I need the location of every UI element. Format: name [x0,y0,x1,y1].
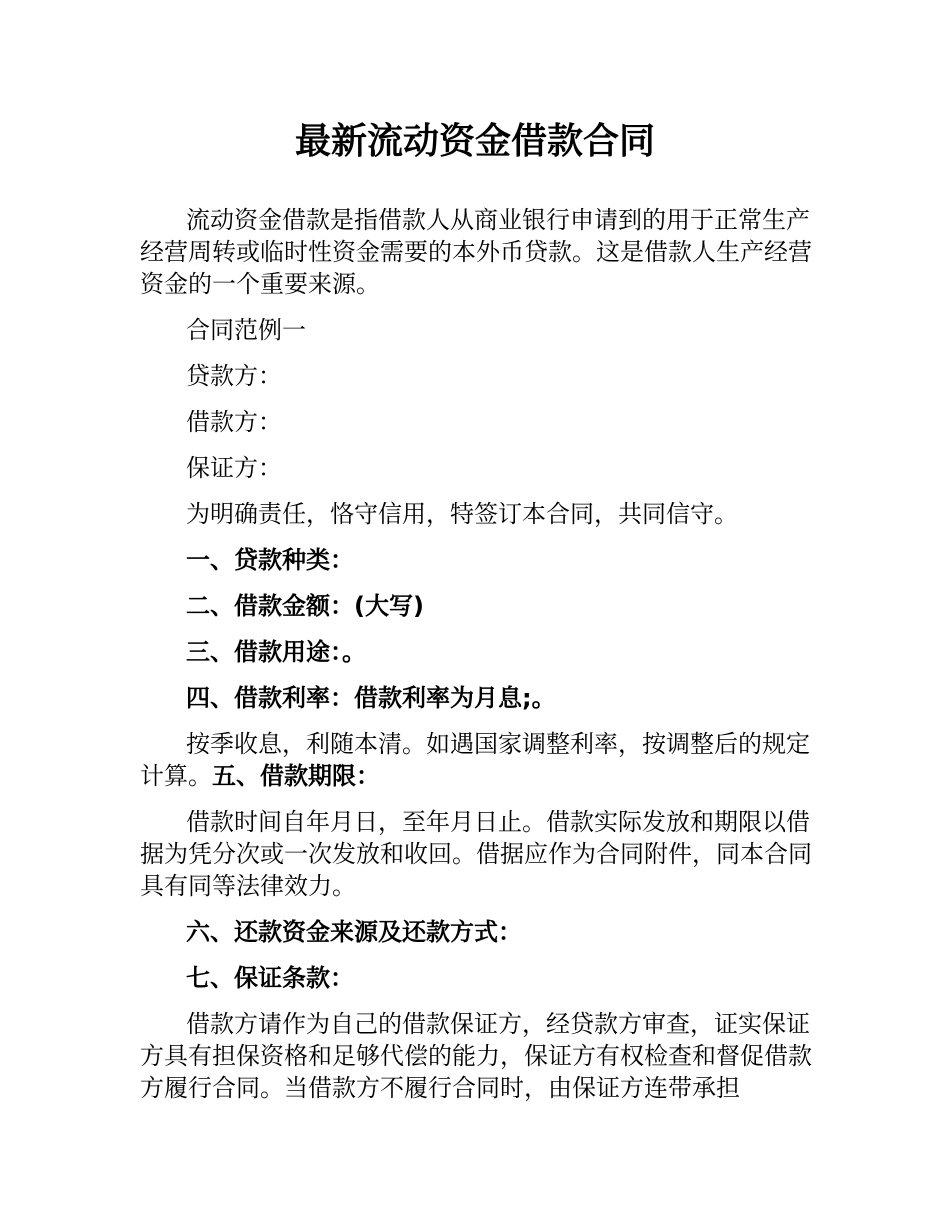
clause-4-heading: 四、借款利率：借款利率为月息;。 [186,684,556,712]
clause-1-heading: 一、贷款种类： [186,546,354,574]
borrower-label: 借款方： [186,408,282,436]
clause-2-heading: 二、借款金额：(大写) [186,592,424,620]
clause-3-heading: 三、借款用途：。 [186,638,366,666]
interest-paragraph [140,728,812,792]
clause-5-heading: 五、借款期限： [212,762,380,790]
lender-label: 贷款方： [186,362,282,390]
term-paragraph: 借款时间自年月日，至年月日止。借款实际发放和期限以借据为凭分次或一次发放和收回。借据应作为合同附件，同本合同具有同等法律效力。 [140,808,812,900]
interest-text: 按季收息，利随本清。如遇国家调整利率，按调整后的规定计算。 [140,730,810,790]
example-heading: 合同范例一 [186,316,306,344]
guarantor-label: 保证方： [186,454,282,482]
intro-paragraph: 流动资金借款是指借款人从商业银行申请到的用于正常生产经营周转或临时性资金需要的本外币贷款。这是借款人生产经营资金的一个重要来源。 [140,206,812,298]
guarantee-paragraph: 借款方请作为自己的借款保证方，经贷款方审查，证实保证方具有担保资格和足够代偿的能力，保证方有权检查和督促借款方履行合同。当借款方不履行合同时，由保证方连带承担 [140,1010,812,1102]
clause-6-heading: 六、还款资金来源及还款方式： [186,918,522,946]
document-title: 最新流动资金借款合同 [294,121,655,162]
document-body [140,204,812,1118]
clause-7-heading: 七、保证条款： [186,964,354,992]
purpose-statement: 为明确责任，恪守信用，特签订本合同，共同信守。 [186,500,738,528]
